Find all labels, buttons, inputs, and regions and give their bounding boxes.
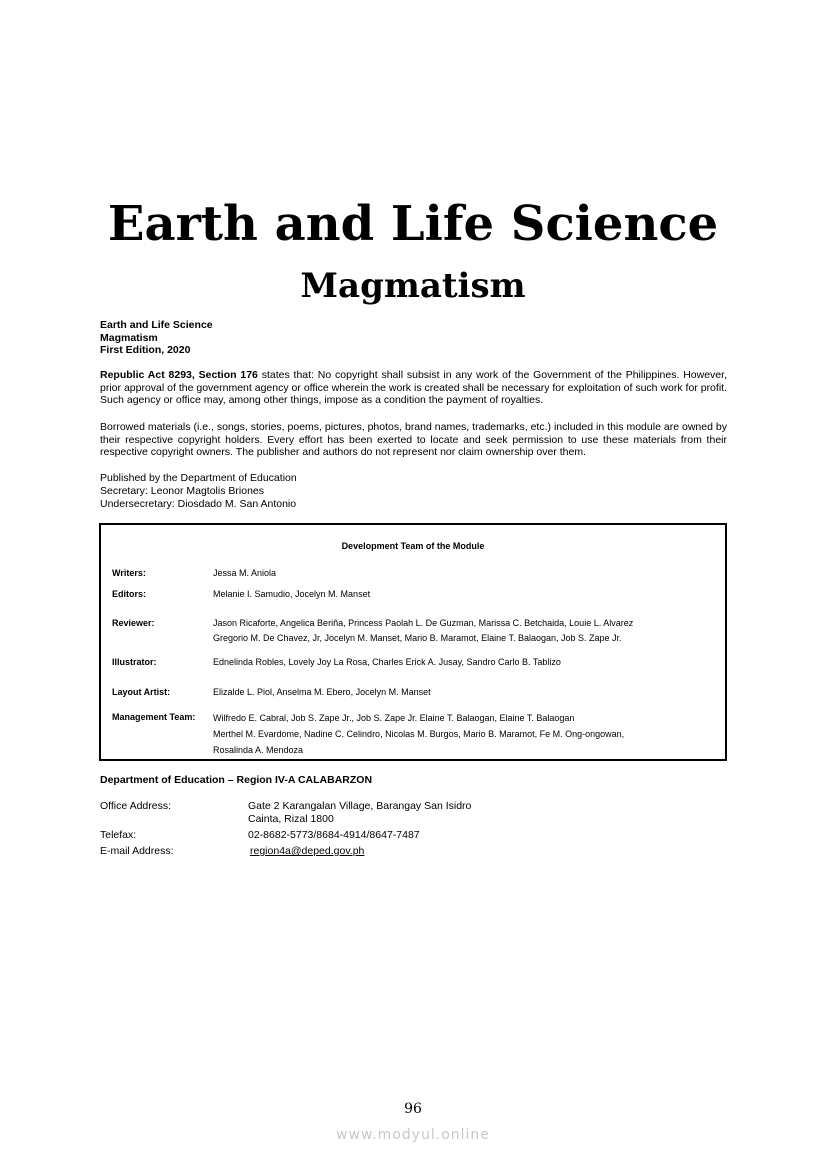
email-link[interactable]: region4a@deped.gov.ph bbox=[250, 845, 365, 857]
writers-value: Jessa M. Aniola bbox=[213, 568, 277, 578]
edition-topic: Magmatism bbox=[100, 331, 158, 344]
edition-subject: Earth and Life Science bbox=[100, 319, 213, 331]
copyright-law: Republic Act 8293, Section 176 bbox=[100, 369, 258, 381]
published-by: Published by the Department of Education bbox=[100, 472, 297, 484]
borrowed-materials-paragraph: Borrowed materials (i.e., songs, stories, poems, pictures, photos, brand names, trademarks, etc.) included in this module are owned by their respective copyright holders. Every effort has been exerted to locate and seek permission to use these materials from their respective copyright owners. The publisher and authors do not represent nor claim ownership over them. bbox=[100, 421, 727, 458]
copyright-text: states that: No copyright shall subsist in any work of the Government of the Philippines. However, prior approval of the government agency or office wherein the work is created shall be necessary for exploitation of such work for profit. Such agency or office may, among other things, impose as a condition the payment of royalties. bbox=[100, 369, 727, 406]
illustrator-value: Ednelinda Robles, Lovely Joy La Rosa, Charles Erick A. Jusay, Sandro Carlo B. Tablizo bbox=[213, 657, 561, 667]
editors-label: Editors: bbox=[112, 589, 147, 599]
page-number: 96 bbox=[404, 1101, 422, 1117]
undersecretary: Undersecretary: Diosdado M. San Antonio bbox=[100, 498, 297, 510]
module-title: Earth and Life Science bbox=[107, 196, 719, 252]
writers-label: Writers: bbox=[112, 568, 146, 578]
publisher-info bbox=[100, 472, 297, 511]
watermark: www.modyul.online bbox=[336, 1127, 490, 1143]
edition-info bbox=[100, 319, 213, 357]
copyright-paragraph bbox=[100, 369, 727, 407]
illustrator-label: Illustrator: bbox=[112, 657, 157, 667]
reviewer-label: Reviewer: bbox=[112, 618, 155, 628]
development-team-heading: Development Team of the Module bbox=[341, 541, 485, 551]
management-label: Management Team: bbox=[112, 712, 196, 722]
module-subtitle: Magmatism bbox=[300, 266, 526, 306]
layout-artist-label: Layout Artist: bbox=[112, 687, 171, 697]
telefax-value: 02-8682-5773/8684-4914/8647-7487 bbox=[248, 829, 420, 841]
editors-value: Melanie I. Samudio, Jocelyn M. Manset bbox=[213, 589, 371, 599]
office-address-value: Gate 2 Karangalan Village, Barangay San Isidro Cainta, Rizal 1800 bbox=[248, 800, 472, 825]
edition-year: First Edition, 2020 bbox=[100, 344, 191, 356]
region-heading: Department of Education – Region IV-A CALABARZON bbox=[100, 774, 373, 786]
development-team-box bbox=[99, 523, 727, 761]
management-value: Wilfredo E. Cabral, Job S. Zape Jr., Job S. Zape Jr. Elaine T. Balaogan, Elaine T. Balaogan Merthel M. Evardome, Nadine C. Celindro, Nicolas M. Burgos, Mario B. Maramot, Fe M. Ong-ongowan, Rosalinda A. Mendoza bbox=[213, 713, 625, 755]
telefax-label: Telefax: bbox=[100, 829, 137, 841]
office-address-label: Office Address: bbox=[100, 800, 172, 812]
reviewer-value: Jason Ricaforte, Angelica Beriña, Princess Paolah L. De Guzman, Marissa C. Betchaida, Louie L. Alvarez Gregorio M. De Chavez, Jr, Jocelyn M. Manset, Mario B. Maramot, Elaine T. Balaogan, Job S. Zape Jr. bbox=[213, 618, 634, 643]
email-label: E-mail Address: bbox=[100, 845, 174, 857]
layout-artist-value: Elizalde L. Piol, Anselma M. Ebero, Jocelyn M. Manset bbox=[213, 687, 431, 697]
secretary: Secretary: Leonor Magtolis Briones bbox=[100, 485, 264, 497]
